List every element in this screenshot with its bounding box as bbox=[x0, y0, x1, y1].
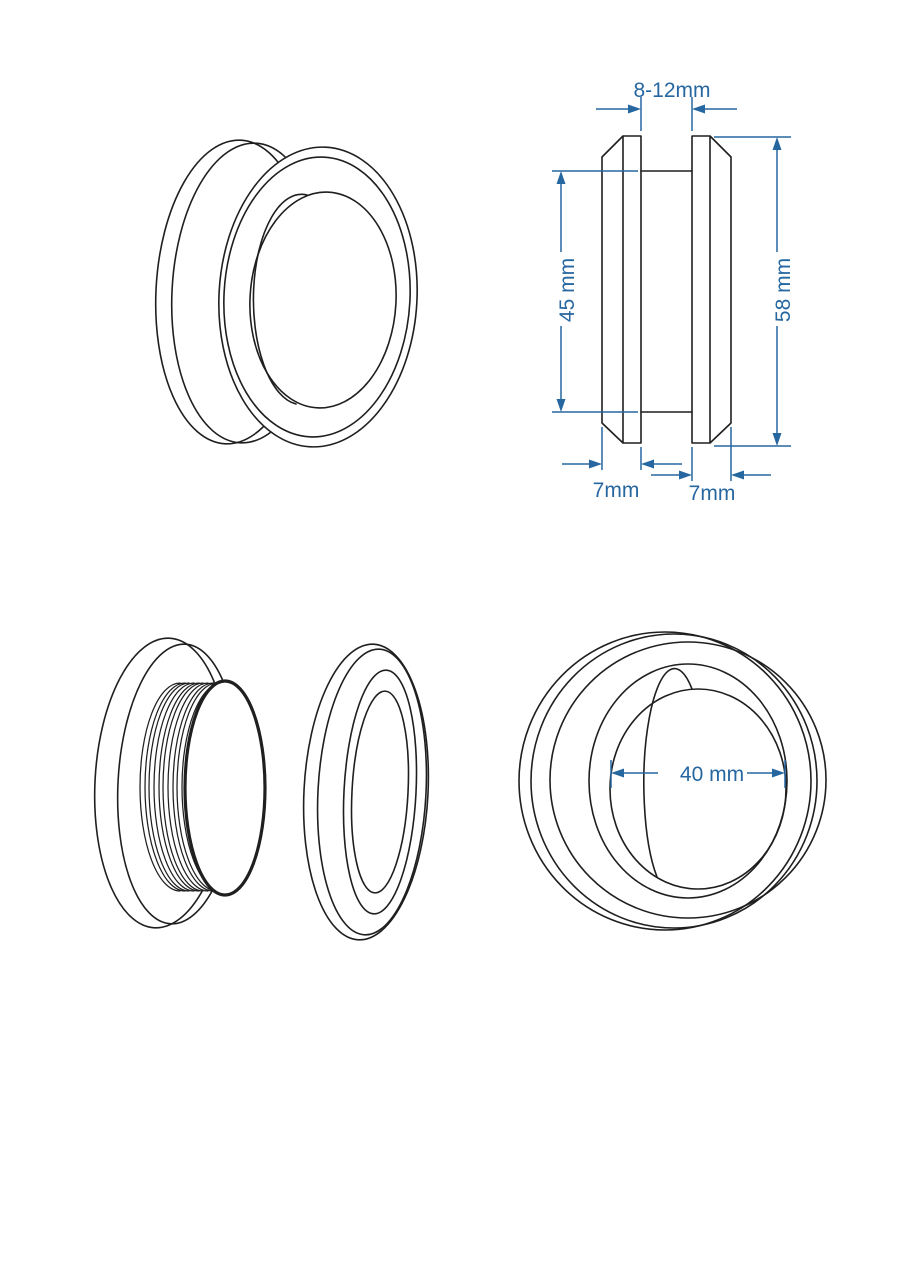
right-depth-label: 7mm bbox=[688, 482, 736, 505]
extension-lines bbox=[641, 97, 692, 131]
arrowhead-up bbox=[773, 137, 782, 150]
extension-lines bbox=[692, 427, 731, 481]
back-flange-outer-circle bbox=[519, 632, 811, 930]
left-depth-label: 7mm bbox=[592, 479, 640, 502]
iso-view-assembled bbox=[148, 136, 425, 452]
inner-diameter-label: 40 mm bbox=[679, 763, 745, 786]
back-flange-inner-circle bbox=[531, 634, 817, 928]
dimension-glass-width bbox=[596, 79, 737, 131]
barrel-end-cap bbox=[185, 681, 265, 895]
right-flange-outline bbox=[692, 136, 731, 443]
ring-nut-hole-ellipse bbox=[347, 690, 413, 895]
outer-height-label: 58 mm bbox=[772, 257, 795, 323]
arrowhead-up bbox=[557, 171, 566, 184]
ring-nut-cone-ellipse bbox=[338, 668, 423, 915]
arrowhead-down bbox=[773, 433, 782, 446]
dimension-outer-height bbox=[714, 137, 795, 446]
glass-width-label: 8-12mm bbox=[633, 79, 711, 102]
arrowhead-right bbox=[628, 105, 641, 114]
center-hole-circle bbox=[610, 689, 786, 889]
arrowhead-left bbox=[641, 460, 654, 469]
dimension-right-flange-depth bbox=[651, 427, 771, 505]
left-flange-outline bbox=[602, 136, 641, 443]
arrowhead-left bbox=[611, 769, 624, 778]
arrowhead-left bbox=[692, 105, 705, 114]
dimension-left-flange-depth bbox=[562, 427, 682, 502]
arrowhead-right bbox=[679, 471, 692, 480]
arrowhead-right bbox=[772, 769, 785, 778]
dimension-inner-height bbox=[552, 171, 638, 412]
extension-lines bbox=[602, 427, 641, 470]
section-view bbox=[552, 79, 795, 505]
arrowhead-right bbox=[589, 460, 602, 469]
inner-height-label: 45 mm bbox=[556, 257, 579, 323]
dimension-inner-diameter bbox=[611, 760, 785, 788]
front-view bbox=[519, 632, 826, 930]
neck-lines bbox=[641, 171, 692, 412]
arrowhead-left bbox=[731, 471, 744, 480]
arrowhead-down bbox=[557, 399, 566, 412]
ring-nut-front-ellipse bbox=[311, 646, 434, 937]
exploded-view bbox=[88, 635, 436, 943]
